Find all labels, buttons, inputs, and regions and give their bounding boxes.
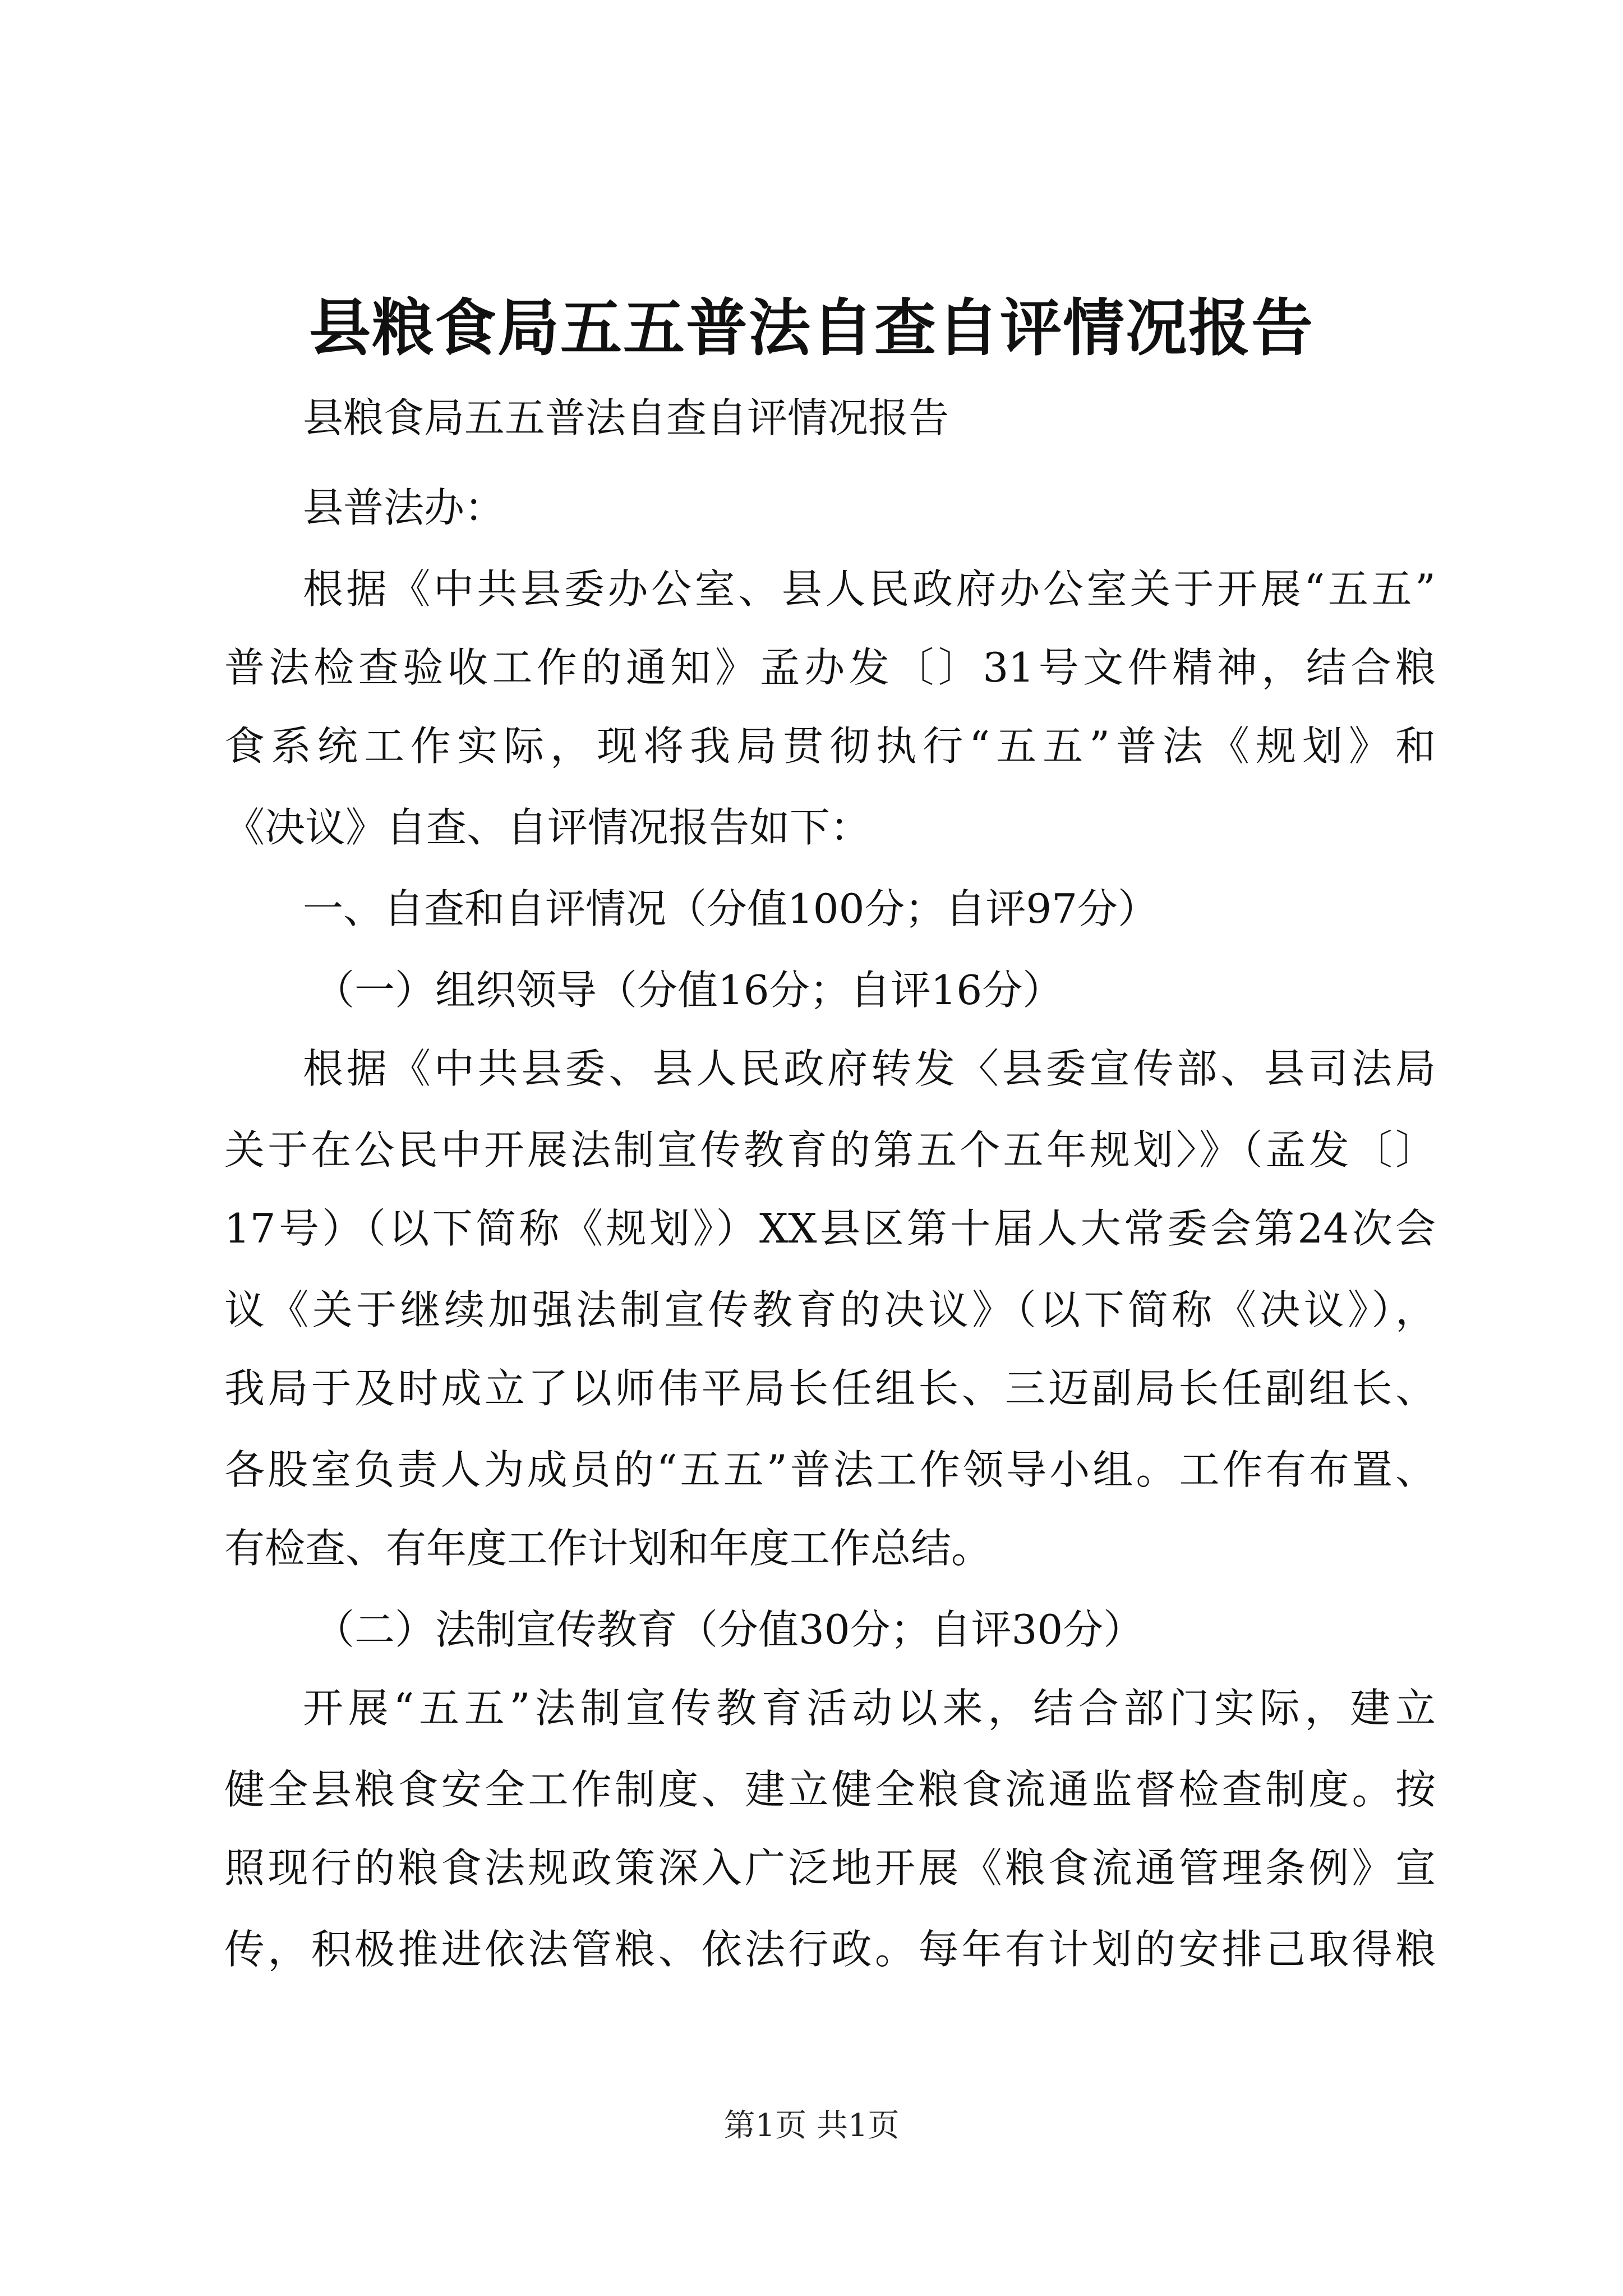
subsection-heading-2: （二）法制宣传教育（分值30分；自评30分） [314,1606,1144,1653]
paragraph-3-line-1: 开展“五五”法制宣传教育活动以来，结合部门实际，建立 [303,1685,1436,1732]
section-heading-1: 一、自查和自评情况（分值100分；自评97分） [303,885,1159,932]
paragraph-2-line-6: 各股室负责人为成员的“五五”普法工作领导小组。工作有布置、 [224,1446,1436,1493]
paragraph-2-line-3: 17号）（以下简称《规划》）XX县区第十届人大常委会第24次会 [224,1205,1436,1252]
document-title: 县粮食局五五普法自查自评情况报告 [309,292,1314,364]
paragraph-2-line-2: 关于在公民中开展法制宣传教育的第五个五年规划〉》（孟发〔〕 [224,1126,1436,1174]
subtitle-line: 县粮食局五五普法自查自评情况报告 [303,394,949,441]
paragraph-3-line-2: 健全县粮食安全工作制度、建立健全粮食流通监督检查制度。按 [224,1766,1436,1813]
paragraph-2-line-1: 根据《中共县委、县人民政府转发〈县委宣传部、县司法局 [303,1045,1436,1092]
paragraph-3-line-3: 照现行的粮食法规政策深入广泛地开展《粮食流通管理条例》宣 [224,1844,1436,1892]
paragraph-2-line-5: 我局于及时成立了以师伟平局长任组长、三迈副局长任副组长、 [224,1365,1436,1412]
paragraph-2-line-4: 议《关于继续加强法制宣传教育的决议》（以下简称《决议》）， [224,1286,1436,1333]
paragraph-1-line-4: 《决议》自查、自评情况报告如下： [224,804,871,851]
paragraph-3-line-4: 传，积极推进依法管粮、依法行政。每年有计划的安排己取得粮 [224,1926,1436,1973]
paragraph-1-line-3: 食系统工作实际，现将我局贯彻执行“五五”普法《规划》和 [224,723,1436,770]
paragraph-2-line-7: 有检查、有年度工作计划和年度工作总结。 [224,1525,992,1572]
page-number-footer: 第1页 共1页 [723,2108,900,2144]
paragraph-1-line-1: 根据《中共县委办公室、县人民政府办公室关于开展“五五” [303,565,1436,613]
subsection-heading-1: （一）组织领导（分值16分；自评16分） [314,967,1063,1014]
paragraph-1-line-2: 普法检查验收工作的通知》孟办发〔〕31号文件精神，结合粮 [224,644,1436,691]
salutation-line: 县普法办： [303,484,505,531]
